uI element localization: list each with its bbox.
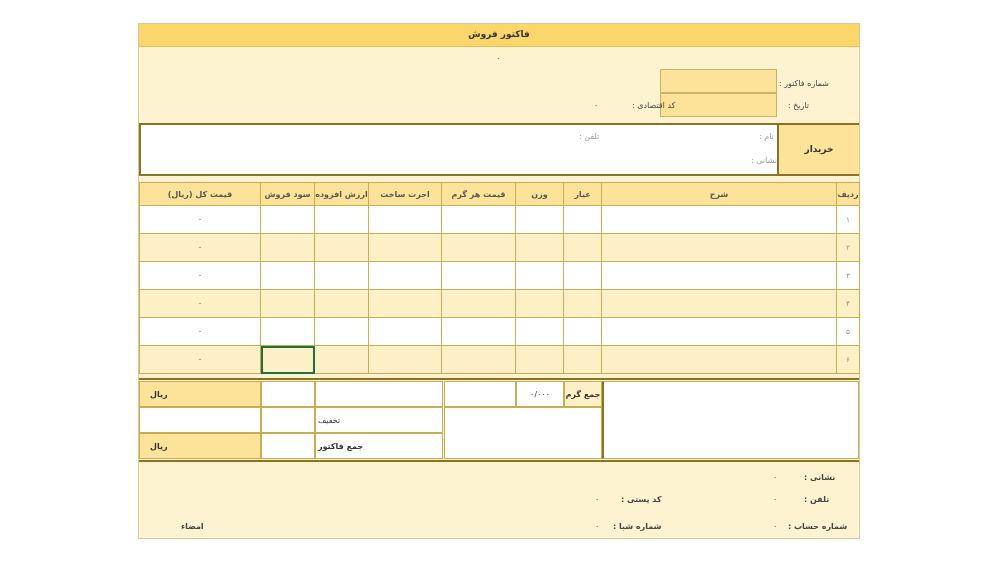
invoice-total-label: جمع فاکتور [318,441,364,451]
table-row [140,318,860,346]
vat-cell[interactable] [315,206,369,234]
price-per-gram-cell[interactable] [442,206,516,234]
summary-area [139,381,859,461]
row-number: ۶ [837,346,860,374]
gram-total-label: جمع گرم [565,389,601,399]
summary-cell-a2[interactable] [261,407,315,433]
invoice-title: فاکتور فروش [139,24,859,47]
row-number: ۲ [837,234,860,262]
rial-label-2: ریال [150,441,168,451]
discount-label: تخفیف [318,415,341,425]
profit-cell[interactable] [261,234,315,262]
top-dot: . [497,52,500,61]
vat-cell[interactable] [315,318,369,346]
footer-account-label: شماره حساب : [788,522,848,531]
table-row [140,346,860,374]
buyer-name-label: نام : [759,132,774,141]
invoice-number-field[interactable] [660,69,777,93]
table-row [140,234,860,262]
weight-cell[interactable] [516,234,564,262]
making-fee-cell[interactable] [369,318,442,346]
discount-amount-cell[interactable] [139,407,261,433]
footer-account-value: ۰ [773,522,778,531]
buyer-phone-label: تلفن : [579,132,600,141]
price-per-gram-cell[interactable] [442,290,516,318]
col-header-weight: وزن [516,183,564,206]
price-per-gram-cell[interactable] [442,262,516,290]
vat-cell[interactable] [315,262,369,290]
summary-cell-c2[interactable] [444,407,602,459]
karat-cell[interactable] [564,262,602,290]
vat-cell[interactable] [315,346,369,374]
row-number: ۱ [837,206,860,234]
karat-cell[interactable] [564,346,602,374]
summary-cell-b1[interactable] [315,381,443,407]
summary-cell-a1[interactable] [261,381,315,407]
row-number: ۵ [837,318,860,346]
rial-label-1: ریال [150,389,168,399]
summary-cell-c1[interactable] [444,381,516,407]
table-row [140,206,860,234]
col-header-karat: عیار [564,183,602,206]
row-number: ۴ [837,290,860,318]
items-table [139,182,860,374]
making-fee-cell[interactable] [369,262,442,290]
rial-total-2 [139,433,261,459]
col-header-profit: سود فروش [261,183,315,206]
col-header-vat: ارزش افزوده [315,183,369,206]
total-price-cell[interactable]: ۰ [140,318,261,346]
footer-address-value: ۰ [773,473,778,482]
weight-cell[interactable] [516,346,564,374]
footer-sheba-label: شماره شبا : [613,522,662,531]
notes-box[interactable] [602,381,859,459]
total-price-cell[interactable]: ۰ [140,206,261,234]
total-price-cell[interactable]: ۰ [140,290,261,318]
invoice-date-field[interactable] [660,93,777,117]
discount-label-cell [315,407,443,433]
description-cell[interactable] [602,318,837,346]
weight-cell[interactable] [516,206,564,234]
karat-cell[interactable] [564,206,602,234]
vat-cell[interactable] [315,234,369,262]
table-row [140,262,860,290]
buyer-section-label: خریدار [777,125,859,174]
invoice-date-label: تاریخ : [787,101,809,110]
price-per-gram-cell[interactable] [442,346,516,374]
vat-cell[interactable] [315,290,369,318]
description-cell[interactable] [602,234,837,262]
karat-cell[interactable] [564,290,602,318]
profit-cell[interactable] [261,262,315,290]
economic-code-value: ۰ [594,101,599,110]
footer-phone-label: تلفن : [804,495,830,504]
buyer-box [139,123,859,176]
description-cell[interactable] [602,346,837,374]
description-cell[interactable] [602,290,837,318]
weight-cell[interactable] [516,318,564,346]
signature-label: امضاء [181,522,204,531]
making-fee-cell[interactable] [369,234,442,262]
col-header-total-price: قیمت کل (ریال) [140,183,261,206]
profit-cell[interactable] [261,206,315,234]
making-fee-cell[interactable] [369,346,442,374]
row-number: ۳ [837,262,860,290]
table-row [140,290,860,318]
description-cell[interactable] [602,206,837,234]
description-cell[interactable] [602,262,837,290]
footer-address-label: نشانی : [804,473,836,482]
total-price-cell[interactable]: ۰ [140,234,261,262]
footer-sheba-value: ۰ [595,522,600,531]
profit-cell[interactable] [261,290,315,318]
karat-cell[interactable] [564,234,602,262]
price-per-gram-cell[interactable] [442,234,516,262]
gram-total-label-cell [564,381,602,407]
footer-phone-value: ۰ [773,495,778,504]
price-per-gram-cell[interactable] [442,318,516,346]
rial-total-1 [139,381,261,407]
invoice-number-label: شماره فاکتور : [778,79,829,88]
invoice-sheet [138,23,860,539]
profit-cell[interactable] [261,318,315,346]
karat-cell[interactable] [564,318,602,346]
weight-cell[interactable] [516,290,564,318]
gram-total-value: ۰/۰۰۰ [530,389,550,399]
footer-postal-value: ۰ [595,495,600,504]
summary-cell-a3[interactable] [261,433,315,459]
making-fee-cell[interactable] [369,206,442,234]
table-header-row [140,183,860,206]
buyer-address-label: نشانی : [751,156,777,165]
invoice-total-label-cell [315,433,443,459]
col-header-description: شرح [602,183,837,206]
col-header-row-number: ردیف [837,183,860,206]
weight-cell[interactable] [516,262,564,290]
total-price-cell[interactable]: ۰ [140,262,261,290]
economic-code-label: کد اقتصادی : [632,101,676,110]
total-price-cell[interactable]: ۰ [140,346,261,374]
gram-total-value-cell [516,381,564,407]
table-divider [139,378,859,380]
col-header-making-fee: اجرت ساخت [369,183,442,206]
footer-postal-label: کد پستی : [621,495,662,504]
profit-cell-selected[interactable] [261,346,315,374]
col-header-price-per-gram: قیمت هر گرم [442,183,516,206]
summary-divider [139,460,859,462]
making-fee-cell[interactable] [369,290,442,318]
